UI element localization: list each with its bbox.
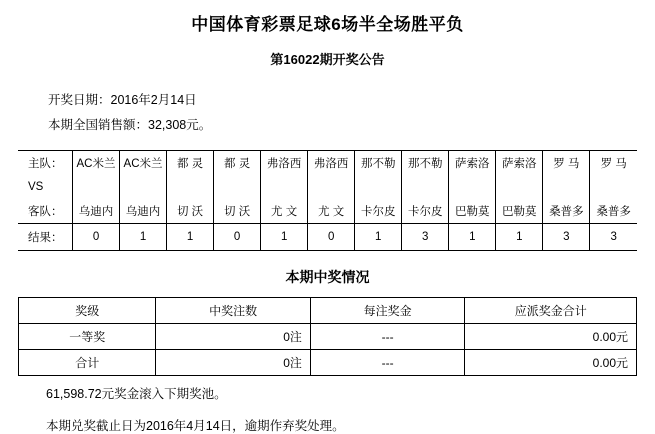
- rollover-note: 61,598.72元奖金滚入下期奖池。: [46, 387, 227, 401]
- prize-total: 0.00元: [465, 350, 637, 376]
- page-subtitle: 第16022期开奖公告: [270, 52, 385, 67]
- host-team: 萨索洛: [496, 151, 543, 175]
- vs-mark: [355, 175, 402, 199]
- guest-team: 桑普多: [543, 199, 590, 224]
- guest-team: 卡尔皮: [402, 199, 449, 224]
- guest-team: 尤 文: [308, 199, 355, 224]
- column-header-count: 中奖注数: [156, 298, 311, 324]
- match-result: 0: [214, 224, 261, 251]
- host-team: 罗 马: [543, 151, 590, 175]
- host-team: 萨索洛: [449, 151, 496, 175]
- sales-amount: 本期全国销售额：32,308元。: [48, 118, 212, 132]
- host-team: AC米兰: [73, 151, 120, 175]
- match-result: 0: [73, 224, 120, 251]
- match-result: 1: [496, 224, 543, 251]
- deadline-note: 本期兑奖截止日为2016年4月14日，逾期作弃奖处理。: [46, 419, 345, 433]
- guest-team: 切 沃: [167, 199, 214, 224]
- row-label-guest: 客队：: [18, 199, 73, 224]
- vs-mark: [120, 175, 167, 199]
- vs-mark: [402, 175, 449, 199]
- prize-count: 0注: [156, 350, 311, 376]
- row-label-host: 主队：: [18, 151, 73, 175]
- host-team: 罗 马: [600, 158, 627, 170]
- info-block: [0, 68, 655, 140]
- vs-mark: [543, 175, 590, 199]
- vs-mark: [261, 175, 308, 199]
- host-team: 都 灵: [167, 151, 214, 175]
- match-result: 1: [355, 224, 402, 251]
- column-header-per: 每注奖金: [310, 298, 465, 324]
- match-result: 3: [543, 224, 590, 251]
- vs-mark: [167, 175, 214, 199]
- guest-team: 乌迪内: [120, 199, 167, 224]
- column-header-level: 奖级: [19, 298, 156, 324]
- prize-count: 0注: [156, 324, 311, 350]
- vs-mark: [496, 175, 543, 199]
- vs-mark: [308, 175, 355, 199]
- guest-team: 桑普多: [590, 199, 637, 224]
- host-team: AC米兰: [120, 151, 167, 175]
- guest-team: 巴勒莫: [449, 199, 496, 224]
- table-row-vs: [18, 175, 637, 199]
- row-label-vs: VS: [18, 175, 73, 199]
- prize-table-wrapper: [18, 297, 637, 376]
- match-table-wrapper: [18, 150, 637, 251]
- vs-mark: [449, 175, 496, 199]
- prize-per: ---: [310, 350, 465, 376]
- guest-team: 尤 文: [261, 199, 308, 224]
- match-result: 3: [402, 224, 449, 251]
- prize-table: [18, 297, 637, 376]
- prize-level: 合计: [19, 350, 156, 376]
- match-result: 1: [261, 224, 308, 251]
- prize-level: 一等奖: [19, 324, 156, 350]
- host-team: 弗洛西: [308, 151, 355, 175]
- table-row-result: [18, 224, 637, 251]
- column-header-total: 应派奖金合计: [465, 298, 637, 324]
- vs-mark: [590, 175, 637, 199]
- row-label-result: 结果：: [18, 224, 73, 251]
- prize-total: 0.00元: [465, 324, 637, 350]
- page-title: 中国体育彩票足球6场半全场胜平负: [191, 15, 464, 34]
- match-result: 3: [610, 231, 617, 243]
- guest-team: 巴勒莫: [496, 199, 543, 224]
- match-result: 0: [308, 224, 355, 251]
- prize-section-title: 本期中奖情况: [285, 269, 370, 285]
- prize-per: ---: [310, 324, 465, 350]
- table-row: [19, 350, 637, 376]
- guest-team: 乌迪内: [73, 199, 120, 224]
- guest-team: 切 沃: [214, 199, 261, 224]
- host-team: 那不勒: [402, 151, 449, 175]
- host-team: 都 灵: [214, 151, 261, 175]
- host-team: 弗洛西: [261, 151, 308, 175]
- draw-date: 开奖日期：2016年2月14日: [48, 93, 197, 107]
- table-row-guest: [18, 199, 637, 224]
- host-team: 那不勒: [355, 151, 402, 175]
- table-header-row: [19, 298, 637, 324]
- table-row-host: [18, 151, 637, 175]
- vs-mark: [214, 175, 261, 199]
- guest-team: 卡尔皮: [355, 199, 402, 224]
- match-result: 1: [449, 224, 496, 251]
- table-row: [19, 324, 637, 350]
- match-result: 1: [120, 224, 167, 251]
- match-result: 1: [167, 224, 214, 251]
- match-table: [18, 151, 637, 250]
- vs-mark: [73, 175, 120, 199]
